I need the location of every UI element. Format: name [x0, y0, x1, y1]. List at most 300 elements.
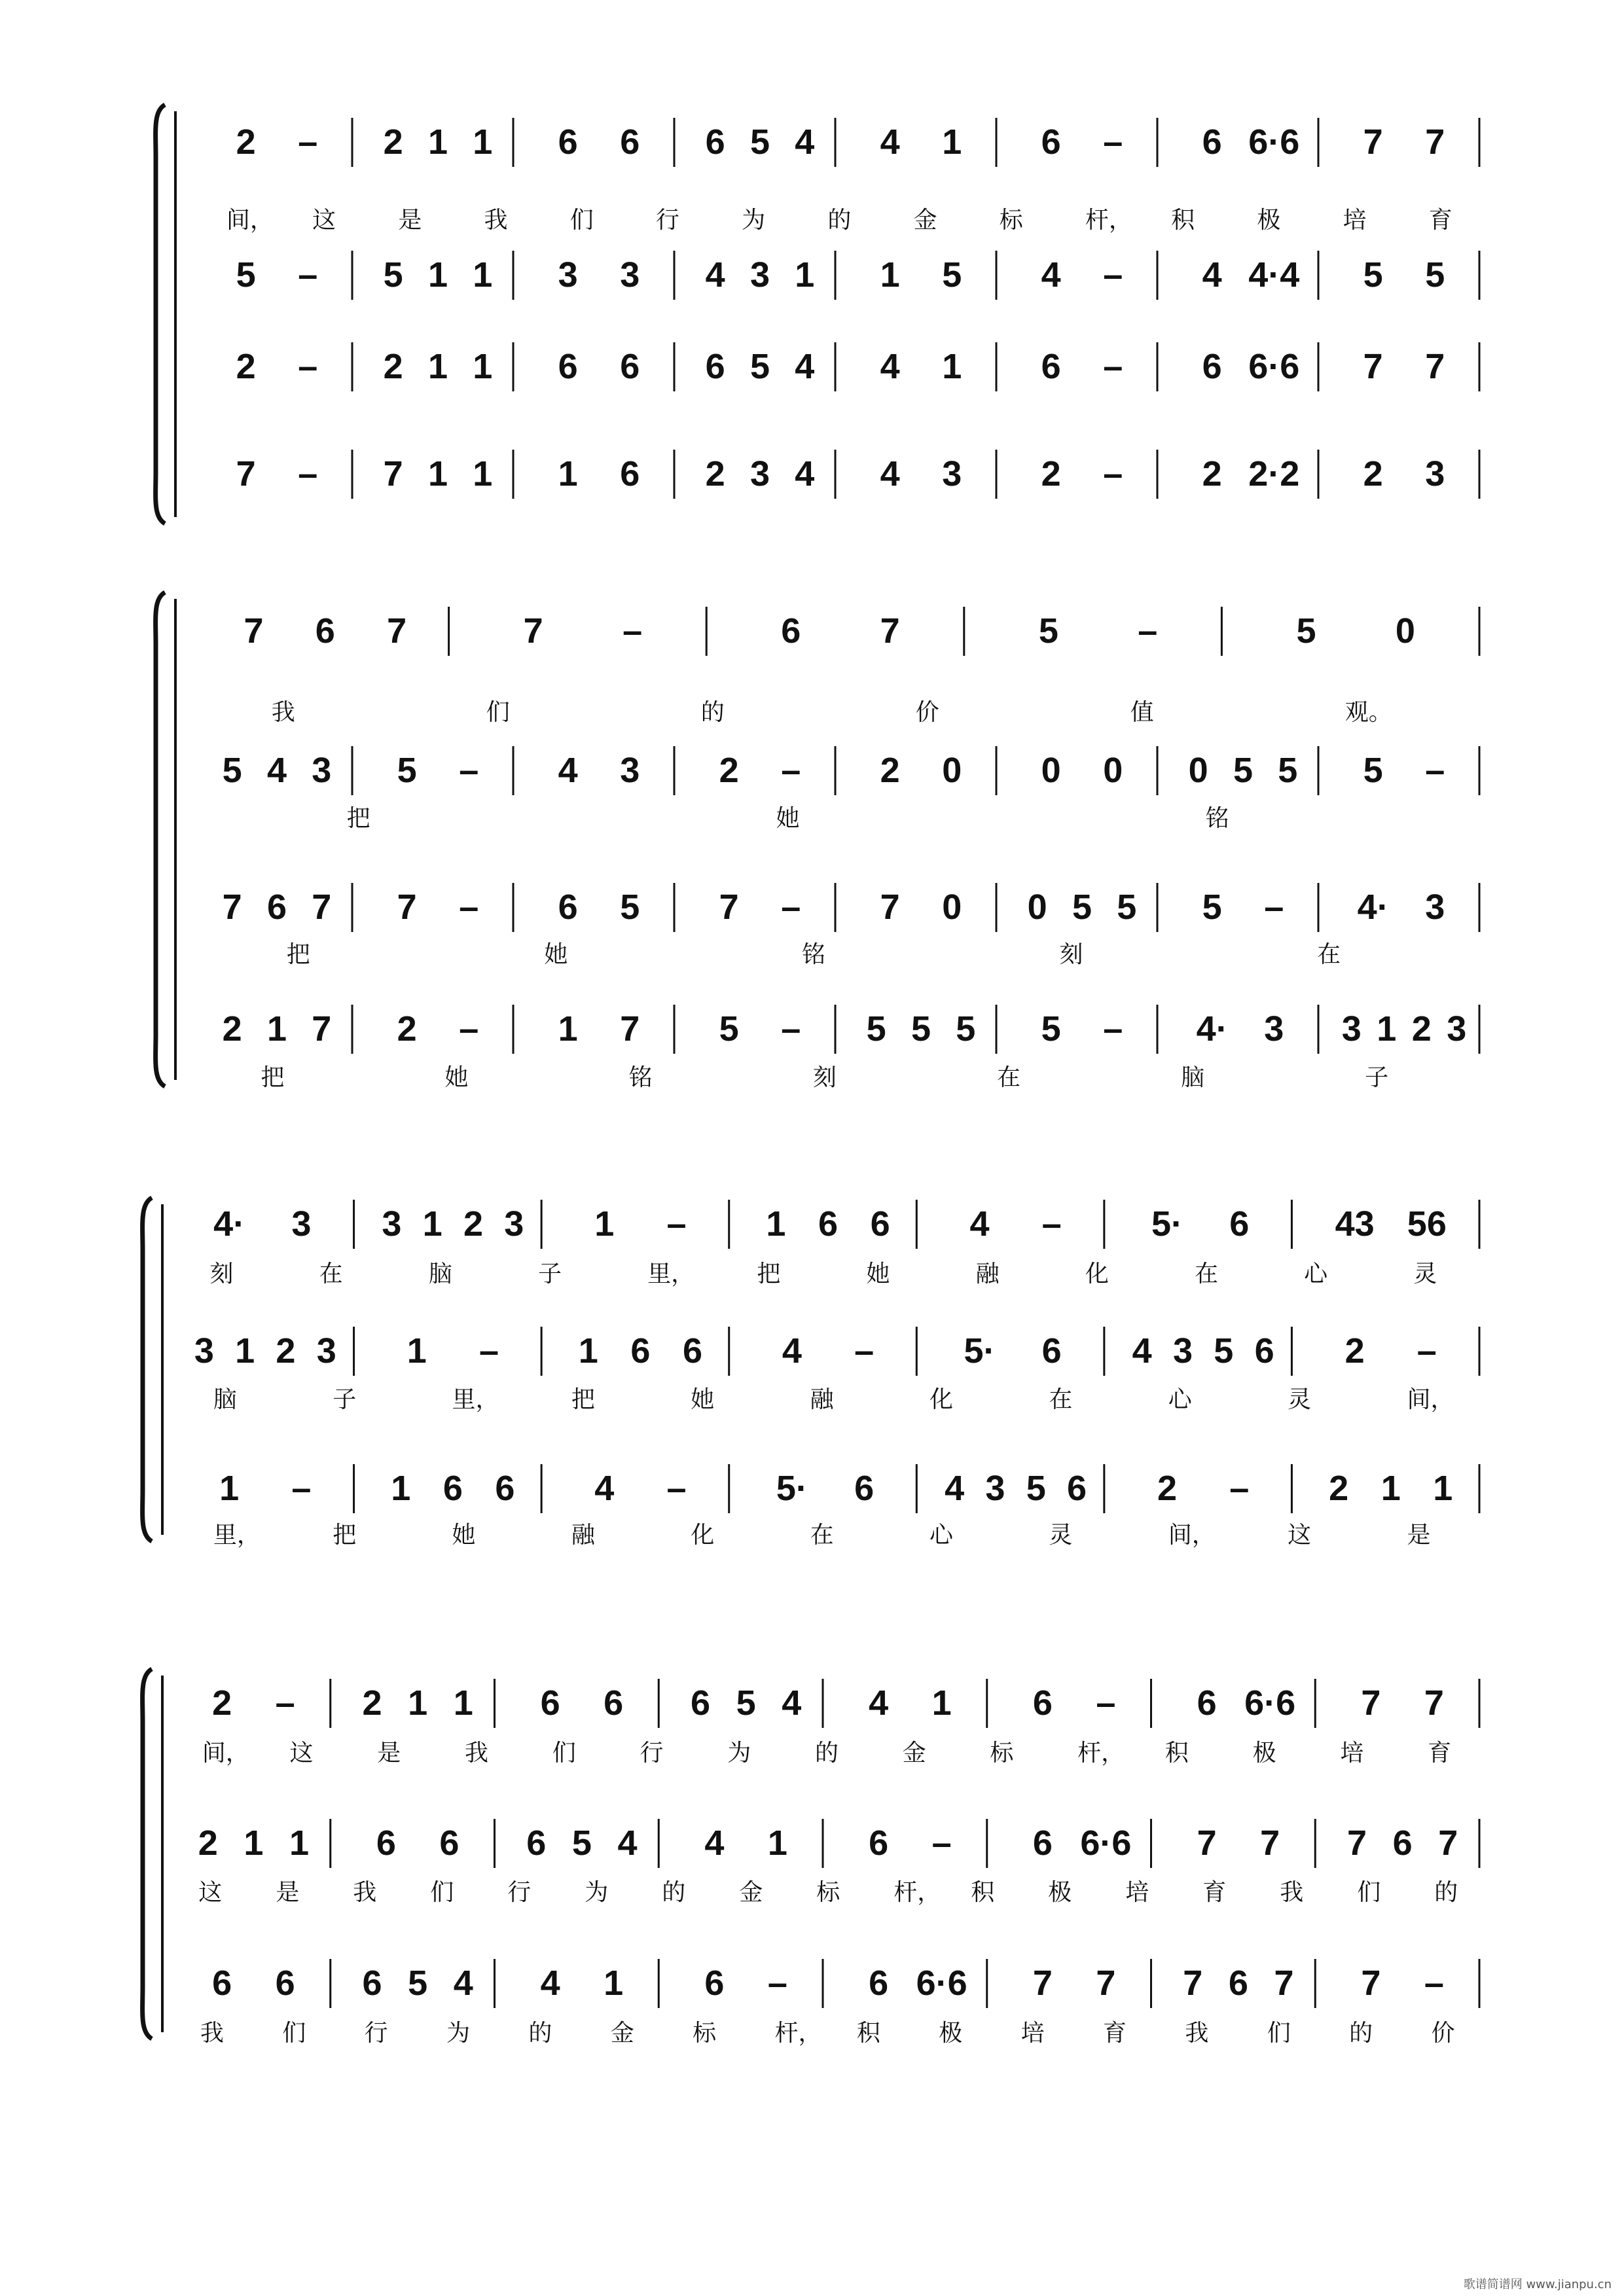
lyric-syllable: 心 [1168, 1386, 1192, 1413]
lyric-syllable: 育 [1428, 1740, 1452, 1767]
lyric-syllable: 融 [810, 1386, 834, 1413]
note: – [854, 1331, 875, 1371]
note: 0 [942, 888, 962, 927]
note: – [1103, 1009, 1123, 1049]
note: 6 [1041, 1331, 1062, 1371]
note: – [1425, 751, 1445, 790]
note: – [1229, 1469, 1250, 1508]
note: 0 [1027, 888, 1047, 927]
lyric-syllable: 的 [700, 699, 725, 726]
lyric-syllable: 间， [226, 207, 274, 234]
note: 7 [312, 1009, 332, 1049]
note: 5 [383, 255, 403, 295]
note: 6 [604, 1683, 624, 1723]
note: – [767, 1964, 787, 2003]
lyric-syllable: 育 [1428, 207, 1453, 234]
note: 5 [1278, 751, 1298, 790]
note: – [1103, 255, 1123, 295]
note: – [1041, 1204, 1062, 1244]
note: 7 [1361, 1964, 1381, 2003]
note: 7 [1346, 1823, 1367, 1863]
note: 6 [1202, 347, 1222, 386]
note: 5 [1296, 611, 1316, 651]
lyric-syllable: 为 [727, 1740, 751, 1767]
note: 3 [1425, 454, 1445, 493]
lyric-syllable: 育 [1103, 2020, 1127, 2047]
note: 5· [964, 1331, 996, 1371]
note: – [781, 751, 801, 790]
lyric-syllable: 灵 [1288, 1386, 1312, 1413]
lyric-syllable: 杆， [893, 1879, 941, 1906]
note: 2 [1157, 1469, 1178, 1508]
lyric-syllable: 积 [1171, 207, 1195, 234]
note: 7 [1197, 1823, 1217, 1863]
note: 3 [749, 454, 770, 493]
note: 7 [523, 611, 543, 651]
staff-part-3 [223, 883, 1479, 968]
note: 2 [397, 1009, 417, 1049]
note: 0 [1041, 751, 1061, 790]
note: 6 [376, 1823, 396, 1863]
note: 7 [880, 611, 900, 651]
note: 7 [1096, 1964, 1116, 2003]
lyric-syllable: 们 [1267, 2020, 1291, 2047]
note: 1 [235, 1331, 255, 1371]
staff-part-3 [200, 1959, 1479, 2047]
lyric-syllable: 是 [398, 207, 422, 234]
note: 1 [244, 1823, 264, 1863]
lyric-syllable: 金 [902, 1740, 926, 1767]
note: 5 [719, 1009, 739, 1049]
lyric-syllable: 积 [971, 1879, 995, 1906]
note: 2 [1411, 1009, 1432, 1049]
note: 3 [1425, 888, 1445, 927]
note: 7 [1183, 1964, 1203, 2003]
system-4 [143, 1669, 1479, 2047]
lyric-syllable: 在 [319, 1261, 343, 1287]
note: 4 [782, 1683, 802, 1723]
staff-part-3 [236, 342, 1479, 391]
note: 5 [397, 751, 417, 790]
lyric-syllable: 标 [816, 1879, 840, 1906]
note: 5 [1363, 751, 1383, 790]
note: 1 [942, 347, 962, 386]
note: – [478, 1331, 499, 1371]
note: 5 [911, 1009, 931, 1049]
note: 1 [422, 1204, 442, 1244]
note: – [275, 1683, 295, 1723]
note: 6 [212, 1964, 232, 2003]
note: 6·6 [1248, 122, 1300, 162]
note: 1 [766, 1204, 786, 1244]
note: – [1416, 1331, 1437, 1371]
lyric-syllable: 行 [655, 207, 679, 234]
note: 2 [880, 751, 900, 790]
staff-part-2 [194, 1327, 1479, 1413]
note: 3 [985, 1469, 1005, 1508]
lyric-syllable: 我 [1280, 1879, 1304, 1906]
lyric-syllable: 这 [312, 207, 336, 234]
lyric-syllable: 在 [810, 1522, 834, 1549]
lyric-syllable: 把 [286, 941, 310, 968]
note: 1 [391, 1469, 411, 1508]
lyric-syllable: 化 [691, 1522, 715, 1549]
note: 1 [473, 255, 493, 295]
note: 1 [473, 347, 493, 386]
lyric-syllable: 的 [827, 207, 852, 234]
note: 6 [1032, 1683, 1053, 1723]
lyric-syllable: 标 [999, 207, 1023, 234]
lyric-syllable: 们 [282, 2020, 306, 2047]
note: 1 [427, 255, 448, 295]
note: 5 [749, 122, 770, 162]
lyric-syllable: 们 [430, 1879, 454, 1906]
note: 7 [1274, 1964, 1294, 2003]
note: 7 [236, 454, 256, 493]
note: – [291, 1469, 312, 1508]
note: 3 [1172, 1331, 1193, 1371]
lyric-syllable: 她 [866, 1261, 890, 1287]
note: 6 [854, 1469, 875, 1508]
lyric-syllable: 金 [739, 1879, 763, 1906]
lyric-syllable: 价 [915, 699, 939, 726]
note: 3 [194, 1331, 214, 1371]
staff-part-2 [198, 1819, 1479, 1906]
lyric-syllable: 的 [528, 2020, 552, 2047]
note: 5 [1038, 611, 1058, 651]
note: 4 [594, 1469, 615, 1508]
note: 3 [1447, 1009, 1467, 1049]
footer-watermark: 歌谱简谱网 www.jianpu.cn [1463, 2278, 1612, 2291]
note: 4 [453, 1964, 473, 2003]
lyric-syllable: 价 [1431, 2020, 1455, 2047]
note: 2 [198, 1823, 218, 1863]
staff-part-2 [236, 251, 1479, 300]
note: 7 [222, 888, 242, 927]
lyric-syllable: 们 [486, 699, 510, 726]
note: 3 [1341, 1009, 1362, 1049]
note: 1 [289, 1823, 310, 1863]
note: 1 [604, 1964, 624, 2003]
note: 2·2 [1248, 454, 1300, 493]
lyric-syllable: 极 [1048, 1879, 1072, 1906]
note: – [459, 1009, 479, 1049]
note: 6 [704, 1964, 725, 2003]
note: 4 [880, 347, 900, 386]
lyric-syllable: 行 [507, 1879, 532, 1906]
note: 6·6 [916, 1964, 967, 2003]
note: 7 [880, 888, 900, 927]
note: 5 [1026, 1469, 1046, 1508]
note: 6 [275, 1964, 295, 2003]
note: 6 [442, 1469, 463, 1508]
note: 3 [558, 255, 578, 295]
note: 6 [1202, 122, 1222, 162]
note: 5 [736, 1683, 756, 1723]
note: 4 [795, 454, 815, 493]
note: 3 [620, 751, 640, 790]
note: 1 [473, 122, 493, 162]
note: 6 [362, 1964, 382, 2003]
note: 5 [749, 347, 770, 386]
note: 6 [683, 1331, 703, 1371]
note: 0 [1103, 751, 1123, 790]
lyric-syllable: 杆， [1077, 1740, 1125, 1767]
note: 1 [1377, 1009, 1397, 1049]
note: 6 [620, 454, 640, 493]
note: 2 [1363, 454, 1383, 493]
note: – [298, 347, 318, 386]
note: 4 [795, 122, 815, 162]
note: 2 [222, 1009, 242, 1049]
lyric-syllable: 脑 [1181, 1064, 1205, 1091]
note: 5 [620, 888, 640, 927]
lyric-syllable: 刻 [209, 1261, 234, 1287]
note: 1 [558, 1009, 578, 1049]
lyric-syllable: 极 [939, 2020, 963, 2047]
note: – [1096, 1683, 1116, 1723]
lyric-syllable: 积 [856, 2020, 880, 2047]
note: 4 [558, 751, 578, 790]
note: 4 [782, 1331, 802, 1371]
note: 2 [1329, 1469, 1349, 1508]
lyric-syllable: 在 [1195, 1261, 1219, 1287]
system-brace [156, 105, 165, 524]
note: – [781, 888, 801, 927]
note: 2 [212, 1683, 232, 1723]
note: 7 [244, 611, 264, 651]
note: 2 [383, 347, 403, 386]
note: – [459, 751, 479, 790]
note: 6 [558, 347, 578, 386]
note: 3 [316, 1331, 336, 1371]
lyric-syllable: 们 [569, 207, 594, 234]
note: 5 [956, 1009, 976, 1049]
note: 4· [1357, 888, 1389, 927]
lyric-syllable: 灵 [1049, 1522, 1073, 1549]
note: 6 [526, 1823, 547, 1863]
note: 1 [795, 255, 815, 295]
note: 1 [473, 454, 493, 493]
note: 5· [776, 1469, 808, 1508]
note: 7 [1260, 1823, 1280, 1863]
note: 2 [276, 1331, 296, 1371]
note: 6 [620, 122, 640, 162]
note: 1 [408, 1683, 428, 1723]
lyric-syllable: 她 [691, 1386, 715, 1413]
note: – [931, 1823, 952, 1863]
system-3 [143, 1198, 1479, 1549]
note: 1 [880, 255, 900, 295]
lyric-syllable: 标 [693, 2020, 717, 2047]
note: 3 [382, 1204, 402, 1244]
note: 6 [620, 347, 640, 386]
note: 6 [1228, 1964, 1248, 2003]
note: 1 [453, 1683, 473, 1723]
note: – [1103, 347, 1123, 386]
lyric-syllable: 培 [1343, 207, 1367, 234]
note: 7 [1361, 1683, 1381, 1723]
note: 4 [880, 122, 900, 162]
note: – [666, 1469, 687, 1508]
staff-part-2 [223, 746, 1479, 832]
lyric-syllable: 金 [913, 207, 937, 234]
lyric-syllable: 把 [333, 1522, 357, 1549]
staff-part-1 [202, 1679, 1479, 1767]
lyric-syllable: 是 [1407, 1522, 1431, 1549]
lyric-syllable: 标 [990, 1740, 1014, 1767]
note: 2 [705, 454, 725, 493]
lyric-syllable: 的 [662, 1879, 686, 1906]
note: 7 [387, 611, 407, 651]
lyric-syllable: 培 [1340, 1740, 1364, 1767]
lyric-syllable: 育 [1202, 1879, 1227, 1906]
note: 2 [1344, 1331, 1365, 1371]
lyric-syllable: 观。 [1344, 699, 1392, 726]
note: 4·4 [1248, 255, 1300, 295]
system-brace [143, 1669, 152, 2039]
note: – [666, 1204, 687, 1244]
note: 3 [620, 255, 640, 295]
note: 6 [705, 347, 725, 386]
note: 5 [1072, 888, 1092, 927]
note: 1 [578, 1331, 598, 1371]
lyric-syllable: 我 [484, 207, 508, 234]
note: 6 [1392, 1823, 1413, 1863]
note: 5 [222, 751, 242, 790]
note: 4 [1202, 255, 1222, 295]
note: 1 [767, 1823, 787, 1863]
note: 7 [1363, 347, 1383, 386]
note: 0 [1188, 751, 1208, 790]
note: 3 [1264, 1009, 1284, 1049]
note: 4 [617, 1823, 638, 1863]
lyric-syllable: 间， [1168, 1522, 1216, 1549]
note: 3 [942, 454, 962, 493]
lyric-syllable: 她 [544, 941, 568, 968]
note: 5 [942, 255, 962, 295]
note: 6 [558, 888, 578, 927]
note: – [1138, 611, 1158, 651]
lyric-syllable: 我 [200, 2020, 224, 2047]
note: 7 [383, 454, 403, 493]
note: 43 [1335, 1204, 1375, 1244]
note: 6 [1041, 122, 1061, 162]
note: 6·6 [1248, 347, 1300, 386]
note: 1 [942, 122, 962, 162]
note: 5 [866, 1009, 886, 1049]
note: 3 [312, 751, 332, 790]
note: – [1103, 454, 1123, 493]
lyric-syllable: 杆， [1085, 207, 1132, 234]
lyric-syllable: 心 [929, 1522, 954, 1549]
note: 6 [1254, 1331, 1274, 1371]
lyric-syllable: 刻 [812, 1064, 837, 1091]
note: 56 [1407, 1204, 1447, 1244]
lyric-syllable: 化 [1085, 1261, 1109, 1287]
lyric-syllable: 子 [333, 1386, 357, 1413]
lyric-syllable: 在 [996, 1064, 1020, 1091]
note: 7 [1425, 347, 1445, 386]
note: 6 [439, 1823, 460, 1863]
note: 6 [315, 611, 335, 651]
lyric-syllable: 我 [271, 699, 295, 726]
lyric-syllable: 杆， [774, 2020, 822, 2047]
note: 4 [1041, 255, 1061, 295]
note: – [1424, 1964, 1444, 2003]
system-brace [143, 1198, 152, 1541]
staff-part-4 [223, 1005, 1479, 1091]
lyric-syllable: 间， [1407, 1386, 1454, 1413]
note: 6 [1041, 347, 1061, 386]
note: 4· [1196, 1009, 1228, 1049]
note: 1 [594, 1204, 615, 1244]
note: 6 [705, 122, 725, 162]
note: 6 [558, 122, 578, 162]
note: 6 [869, 1823, 889, 1863]
note: – [1264, 888, 1284, 927]
note: – [1103, 122, 1123, 162]
lyric-syllable: 把 [346, 805, 370, 832]
lyric-syllable: 的 [814, 1740, 839, 1767]
note: – [623, 611, 643, 651]
note: 2 [719, 751, 739, 790]
note: 1 [1380, 1469, 1401, 1508]
note: 6 [869, 1964, 889, 2003]
lyric-syllable: 们 [552, 1740, 576, 1767]
lyric-syllable: 值 [1130, 699, 1154, 726]
lyric-syllable: 是 [377, 1740, 401, 1767]
note: 6 [1229, 1204, 1250, 1244]
note: 7 [1424, 1683, 1444, 1723]
system-2 [156, 592, 1479, 1091]
lyric-syllable: 我 [353, 1879, 377, 1906]
note: 3 [291, 1204, 312, 1244]
note: 4 [795, 347, 815, 386]
note: 7 [1425, 122, 1445, 162]
lyric-syllable: 子 [1365, 1064, 1389, 1091]
note: – [298, 255, 318, 295]
note: 7 [620, 1009, 640, 1049]
lyric-syllable: 金 [610, 2020, 634, 2047]
lyric-syllable: 行 [640, 1740, 664, 1767]
staff-part-3 [213, 1464, 1479, 1549]
lyric-syllable: 里， [647, 1261, 695, 1287]
lyric-syllable: 这 [198, 1879, 223, 1906]
lyric-syllable: 的 [1349, 2020, 1373, 2047]
lyric-syllable: 把 [757, 1261, 781, 1287]
note: 6 [818, 1204, 839, 1244]
note: 7 [719, 888, 739, 927]
note: – [298, 122, 318, 162]
note: 7 [312, 888, 332, 927]
note: 4 [945, 1469, 965, 1508]
note: 6·6 [1080, 1823, 1132, 1863]
lyric-syllable: 培 [1125, 1879, 1149, 1906]
note: 5 [408, 1964, 428, 2003]
lyric-syllable: 把 [571, 1386, 595, 1413]
note: 5 [1202, 888, 1222, 927]
lyric-syllable: 我 [1185, 2020, 1209, 2047]
note: 1 [266, 1009, 287, 1049]
note: 0 [942, 751, 962, 790]
lyric-syllable: 铭 [801, 941, 825, 968]
note: 7 [1032, 1964, 1053, 2003]
note: 4 [969, 1204, 990, 1244]
note: 1 [558, 454, 578, 493]
note: 4 [704, 1823, 725, 1863]
note: 5· [1151, 1204, 1183, 1244]
